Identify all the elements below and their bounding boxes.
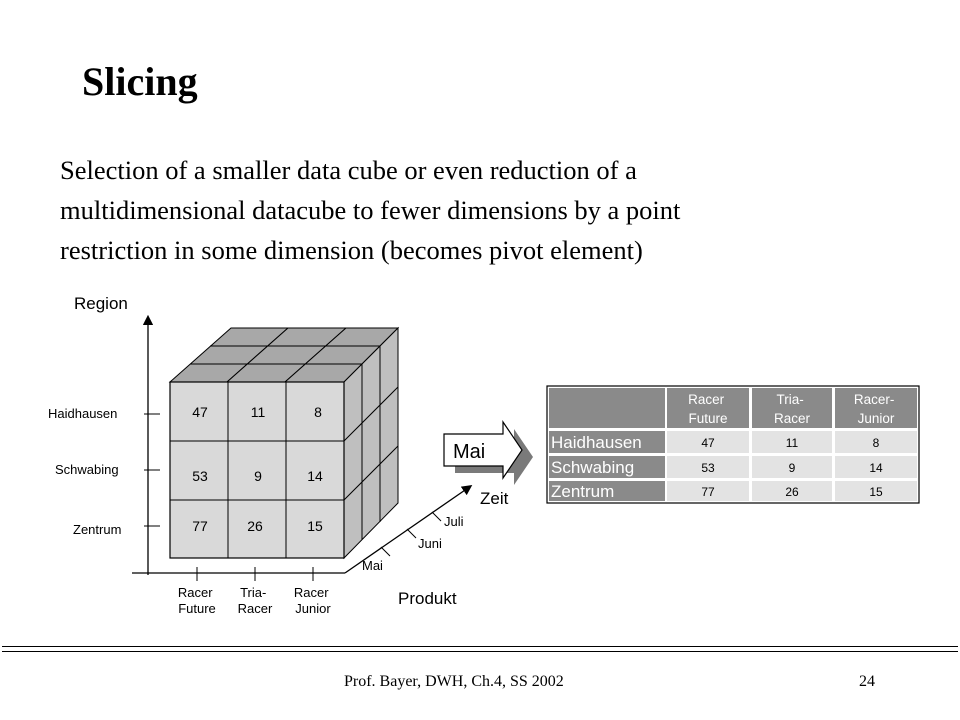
table-cell: 14	[869, 461, 883, 475]
body-line: restriction in some dimension (becomes pivot element)	[60, 235, 643, 265]
cube-value: 9	[254, 468, 262, 484]
cube-value: 47	[192, 404, 208, 420]
table-cell: 8	[872, 436, 880, 450]
region-label: Schwabing	[55, 462, 119, 477]
month-label: Mai	[362, 558, 383, 573]
cube-value: 15	[307, 518, 323, 534]
body-line: Selection of a smaller data cube or even reduction of a	[60, 155, 637, 185]
region-label: Haidhausen	[48, 406, 118, 421]
region-label: Zentrum	[73, 522, 122, 537]
slide-title: Slicing	[82, 59, 198, 104]
month-label: Juni	[418, 536, 442, 551]
table-cell: 77	[701, 485, 715, 499]
table-cell: 53	[701, 461, 715, 475]
month-label: Juli	[444, 514, 464, 529]
table-row-label: Zentrum	[551, 482, 615, 501]
footer-divider	[2, 651, 958, 652]
month-tick	[407, 529, 416, 538]
table-cell: 11	[785, 436, 799, 450]
month-tick	[432, 512, 441, 521]
footer-divider	[2, 646, 958, 647]
slice-arrow	[444, 422, 533, 485]
table-row-label: Schwabing	[551, 458, 635, 477]
table-cell: 26	[785, 485, 799, 499]
produkt-axis-label: Produkt	[398, 589, 457, 608]
product-label: Racer Junior	[293, 585, 331, 616]
table-cell: 9	[788, 461, 796, 475]
zeit-axis-label: Zeit	[480, 489, 509, 508]
footer-caption: Prof. Bayer, DWH, Ch.4, SS 2002	[344, 673, 564, 690]
table-cell: 15	[869, 485, 883, 499]
product-label: Racer Future	[177, 585, 216, 616]
product-label: Tria- Racer	[237, 585, 273, 616]
cube-value: 11	[250, 404, 266, 420]
page-number: 24	[859, 673, 875, 690]
table-row-label: Haidhausen	[551, 433, 642, 452]
cube-value: 14	[307, 468, 323, 484]
region-axis-label: Region	[74, 294, 128, 313]
table-header: Tria- Racer	[773, 392, 811, 426]
table-header: Racer- Junior	[853, 392, 895, 426]
cube-value: 8	[314, 404, 322, 420]
slice-arrow-label: Mai	[453, 441, 486, 463]
cube-value: 77	[192, 518, 208, 534]
table-cell: 47	[701, 436, 715, 450]
month-tick	[381, 547, 390, 556]
body-line: multidimensional datacube to fewer dimensions by a point	[60, 195, 681, 225]
cube-value: 26	[247, 518, 263, 534]
table-header: Racer Future	[688, 392, 728, 426]
cube-value: 53	[192, 468, 208, 484]
